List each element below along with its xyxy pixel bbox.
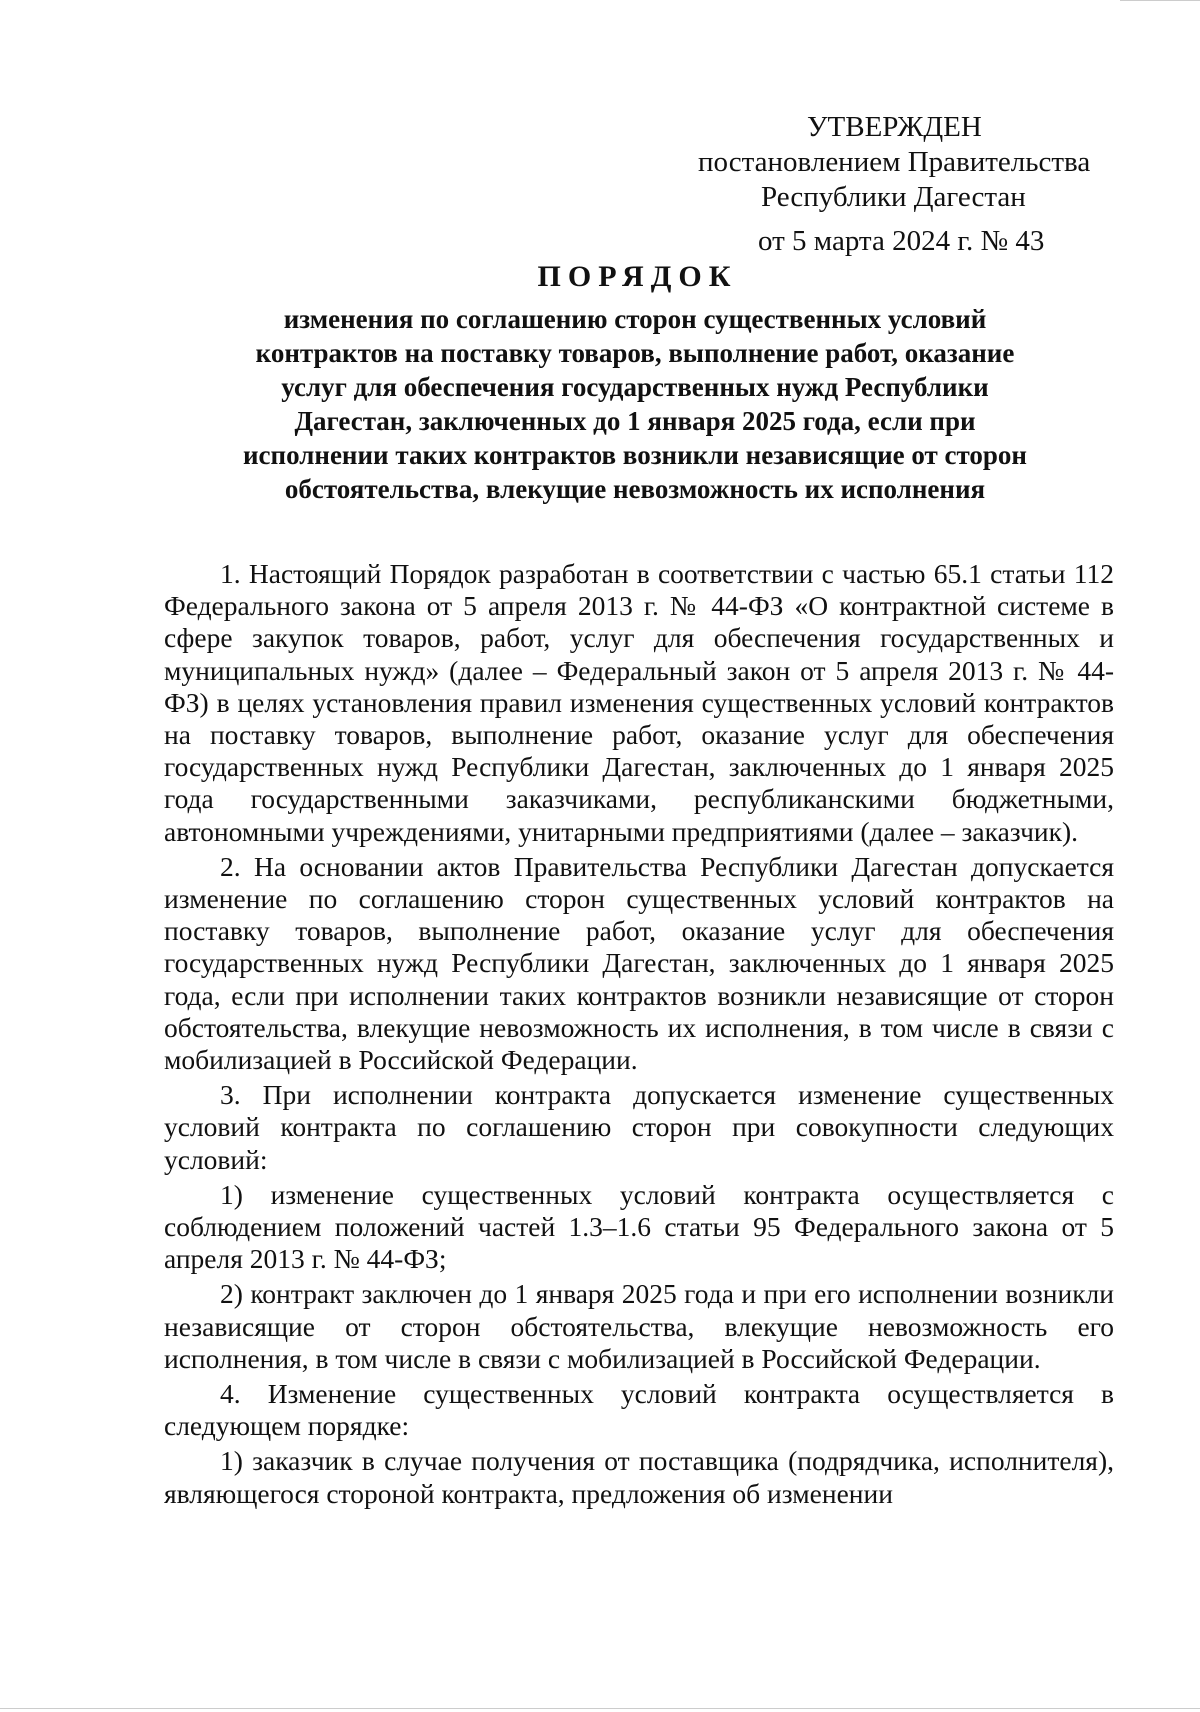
document-body: [164, 558, 1114, 1510]
paragraph-3: 3. При исполнении контракта допускается изменение существенных условий контракта по соглашению сторон при совокупности следующих условий:: [164, 1079, 1114, 1175]
approval-heading: УТВЕРЖДЕН: [807, 111, 982, 143]
paragraph-3-item-2: 2) контракт заключен до 1 января 2025 года и при его исполнении возникли независящие от сторон обстоятельства, влекущие невозможность его исполнения, в том числе в связи с мобилизацией в Российской Федерации.: [164, 1278, 1114, 1374]
paragraph-2: 2. На основании актов Правительства Республики Дагестан допускается изменение по соглашению сторон существенных условий контрактов на поставку товаров, выполнение работ, оказание услуг для обеспечения государственных нужд Республики Дагестан, заключенных до 1 января 2025 года, если при исполнении таких контрактов возникли независящие от сторон обстоятельства, влекущие невозможность их исполнения, в том числе в связи с мобилизацией в Российской Федерации.: [164, 850, 1114, 1076]
scan-edge-mark-bottom: [0, 1708, 1200, 1709]
paragraph-3-item-1: 1) изменение существенных условий контракта осуществляется с соблюдением положений частей 1.3–1.6 статьи 95 Федерального закона от 5 апреля 2013 г. № 44-ФЗ;: [164, 1178, 1114, 1275]
approval-republic: Республики Дагестан: [761, 181, 1026, 213]
paragraph-4: 4. Изменение существенных условий контракта осуществляется в следующем порядке:: [164, 1378, 1114, 1442]
paragraph-4-item-1: 1) заказчик в случае получения от поставщика (подрядчика, исполнителя), являющегося стороной контракта, предложения об изменении: [164, 1445, 1114, 1509]
approval-decree: постановлением Правительства: [698, 146, 1091, 178]
scan-edge-mark-top: [1120, 0, 1200, 1]
document-subtitle: изменения по соглашению сторон существенных условий контрактов на поставку товаров, выполнение работ, оказание услуг для обеспечения государственных нужд Республики Дагестан, заключенных до 1 января 2025 года, если при исполнении таких контрактов возникли независящие от сторон обстоятельства, влекущие невозможность их исполнения: [243, 304, 1027, 504]
paragraph-1: 1. Настоящий Порядок разработан в соответствии с частью 65.1 статьи 112 Федерального закона от 5 апреля 2013 г. № 44-ФЗ «О контрактной системе в сфере закупок товаров, работ, услуг для обеспечения государственных и муниципальных нужд» (далее – Федеральный закон от 5 апреля 2013 г. № 44-ФЗ) в целях установления правил изменения существенных условий контрактов на поставку товаров, выполнение работ, оказание услуг для обеспечения государственных нужд Республики Дагестан, заключенных до 1 января 2025 года государственными заказчиками, республиканскими бюджетными, автономными учреждениями, унитарными предприятиями (далее – заказчик).: [164, 558, 1114, 847]
approval-date-number: от 5 марта 2024 г. № 43: [758, 225, 1045, 257]
document-title: ПОРЯДОК: [537, 260, 738, 293]
approval-block: [680, 110, 1110, 259]
